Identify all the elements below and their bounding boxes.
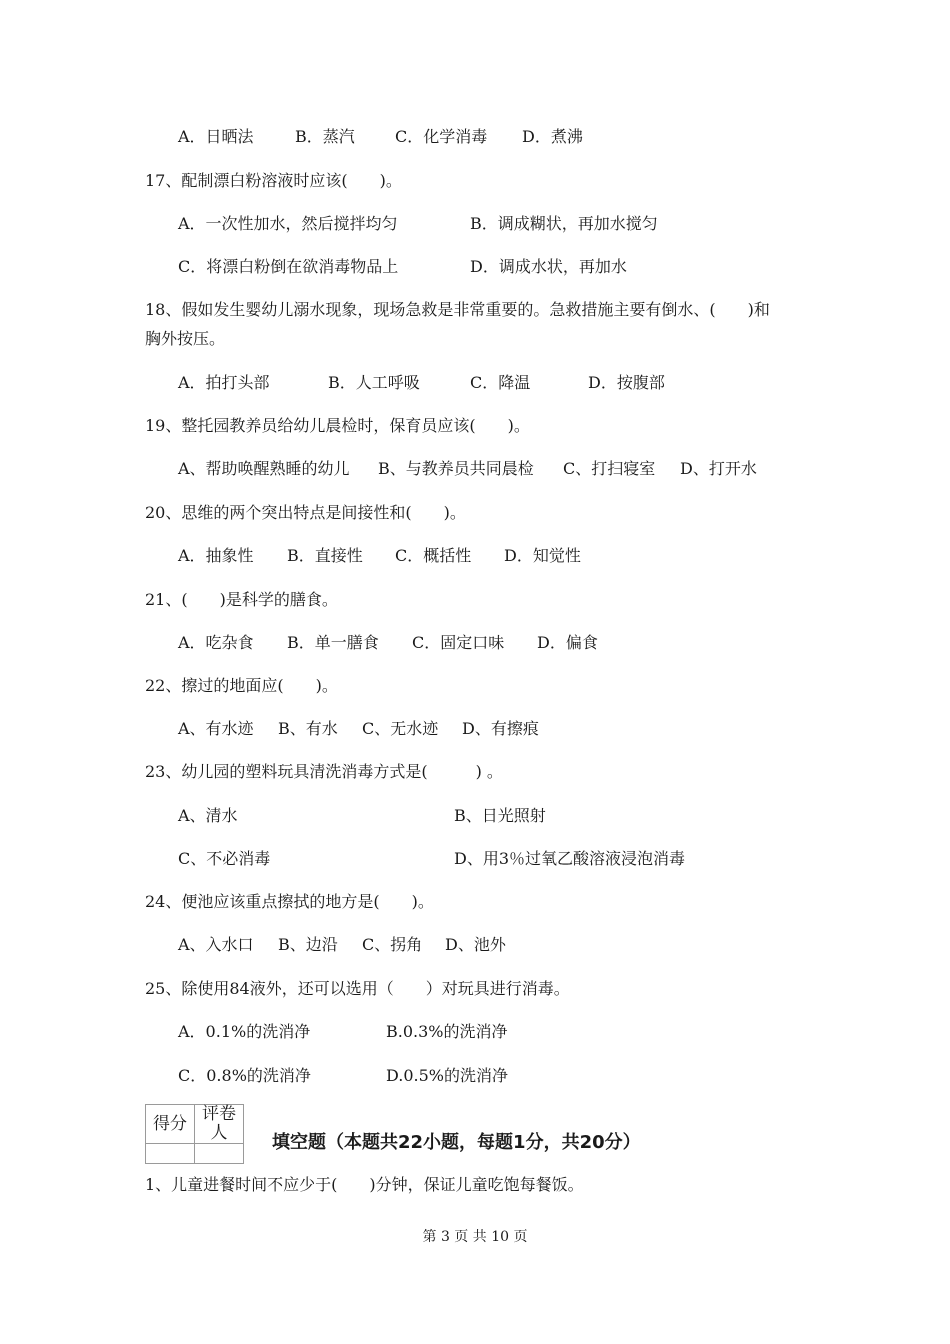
q23-option-a: A、清水 (178, 806, 238, 825)
q22-option-a: A、有水迹 (178, 719, 254, 738)
q18-option-c: C．降温 (470, 373, 531, 392)
grader-cell (195, 1144, 244, 1164)
q25-option-a: A．0.1%的洗消净 (178, 1022, 311, 1041)
q21-option-a: A．吃杂食 (178, 633, 254, 652)
q20-stem: 20、思维的两个突出特点是间接性和( )。 (145, 503, 466, 522)
q20-option-b: B．直接性 (287, 546, 363, 565)
q23-stem: 23、幼儿园的塑料玩具清洗消毒方式是( ) 。 (145, 762, 503, 781)
q20-option-c: C．概括性 (395, 546, 472, 565)
score-box (145, 1104, 244, 1164)
score-cell (146, 1144, 195, 1164)
q18-option-d: D．按腹部 (588, 373, 665, 392)
q16-option-d: D．煮沸 (522, 127, 583, 146)
q24-option-c: C、拐角 (362, 935, 423, 954)
q16-option-a: A．日晒法 (178, 127, 254, 146)
q21-stem: 21、( )是科学的膳食。 (145, 590, 338, 609)
q17-stem: 17、配制漂白粉溶液时应该( )。 (145, 171, 402, 190)
page-footer: 第 3 页 共 10 页 (422, 1229, 528, 1245)
q22-stem: 22、擦过的地面应( )。 (145, 676, 338, 695)
q25-option-d: D.0.5%的洗消净 (386, 1066, 508, 1085)
q23-option-b: B、日光照射 (454, 806, 546, 825)
q22-option-b: B、有水 (278, 719, 338, 738)
q25-stem: 25、除使用84液外，还可以选用（ ）对玩具进行消毒。 (145, 979, 570, 998)
q25-option-b: B.0.3%的洗消净 (386, 1022, 508, 1041)
q20-option-a: A．抽象性 (178, 546, 254, 565)
q19-option-d: D、打开水 (680, 459, 757, 478)
q16-option-c: C．化学消毒 (395, 127, 488, 146)
q19-option-c: C、打扫寝室 (563, 459, 656, 478)
q18-option-a: A．拍打头部 (178, 373, 270, 392)
q25-option-c: C．0.8%的洗消净 (178, 1066, 311, 1085)
q21-option-b: B．单一膳食 (287, 633, 379, 652)
q24-option-a: A、入水口 (178, 935, 254, 954)
q20-option-d: D．知觉性 (504, 546, 581, 565)
fill1-stem: 1、儿童进餐时间不应少于( )分钟，保证儿童吃饱每餐饭。 (145, 1175, 584, 1194)
q24-option-d: D、池外 (445, 935, 506, 954)
q17-option-d: D．调成水状，再加水 (470, 257, 627, 276)
q17-option-a: A．一次性加水，然后搅拌均匀 (178, 214, 398, 233)
score-header: 得分 (146, 1105, 195, 1144)
q17-option-c: C．将漂白粉倒在欲消毒物品上 (178, 257, 399, 276)
q21-option-c: C．固定口味 (412, 633, 505, 652)
q23-option-d: D、用3％过氧乙酸溶液浸泡消毒 (454, 849, 686, 868)
q24-option-b: B、边沿 (278, 935, 338, 954)
q17-option-b: B．调成糊状，再加水搅匀 (470, 214, 658, 233)
grader-header: 评卷人 (195, 1105, 244, 1144)
q22-option-c: C、无水迹 (362, 719, 439, 738)
q18-stem-line1: 18、假如发生婴幼儿溺水现象，现场急救是非常重要的。急救措施主要有倒水、( )和 (145, 300, 770, 319)
q23-option-c: C、不必消毒 (178, 849, 271, 868)
q18-option-b: B．人工呼吸 (328, 373, 420, 392)
q21-option-d: D．偏食 (537, 633, 598, 652)
q18-stem-line2: 胸外按压。 (145, 329, 226, 348)
section-title: 填空题（本题共22小题，每题1分，共20分） (272, 1132, 641, 1153)
q16-option-b: B．蒸汽 (295, 127, 355, 146)
q19-stem: 19、整托园教养员给幼儿晨检时，保育员应该( )。 (145, 416, 530, 435)
q24-stem: 24、便池应该重点擦拭的地方是( )。 (145, 892, 434, 911)
q19-option-b: B、与教养员共同晨检 (378, 459, 534, 478)
q22-option-d: D、有擦痕 (462, 719, 539, 738)
q19-option-a: A、帮助唤醒熟睡的幼儿 (178, 459, 350, 478)
